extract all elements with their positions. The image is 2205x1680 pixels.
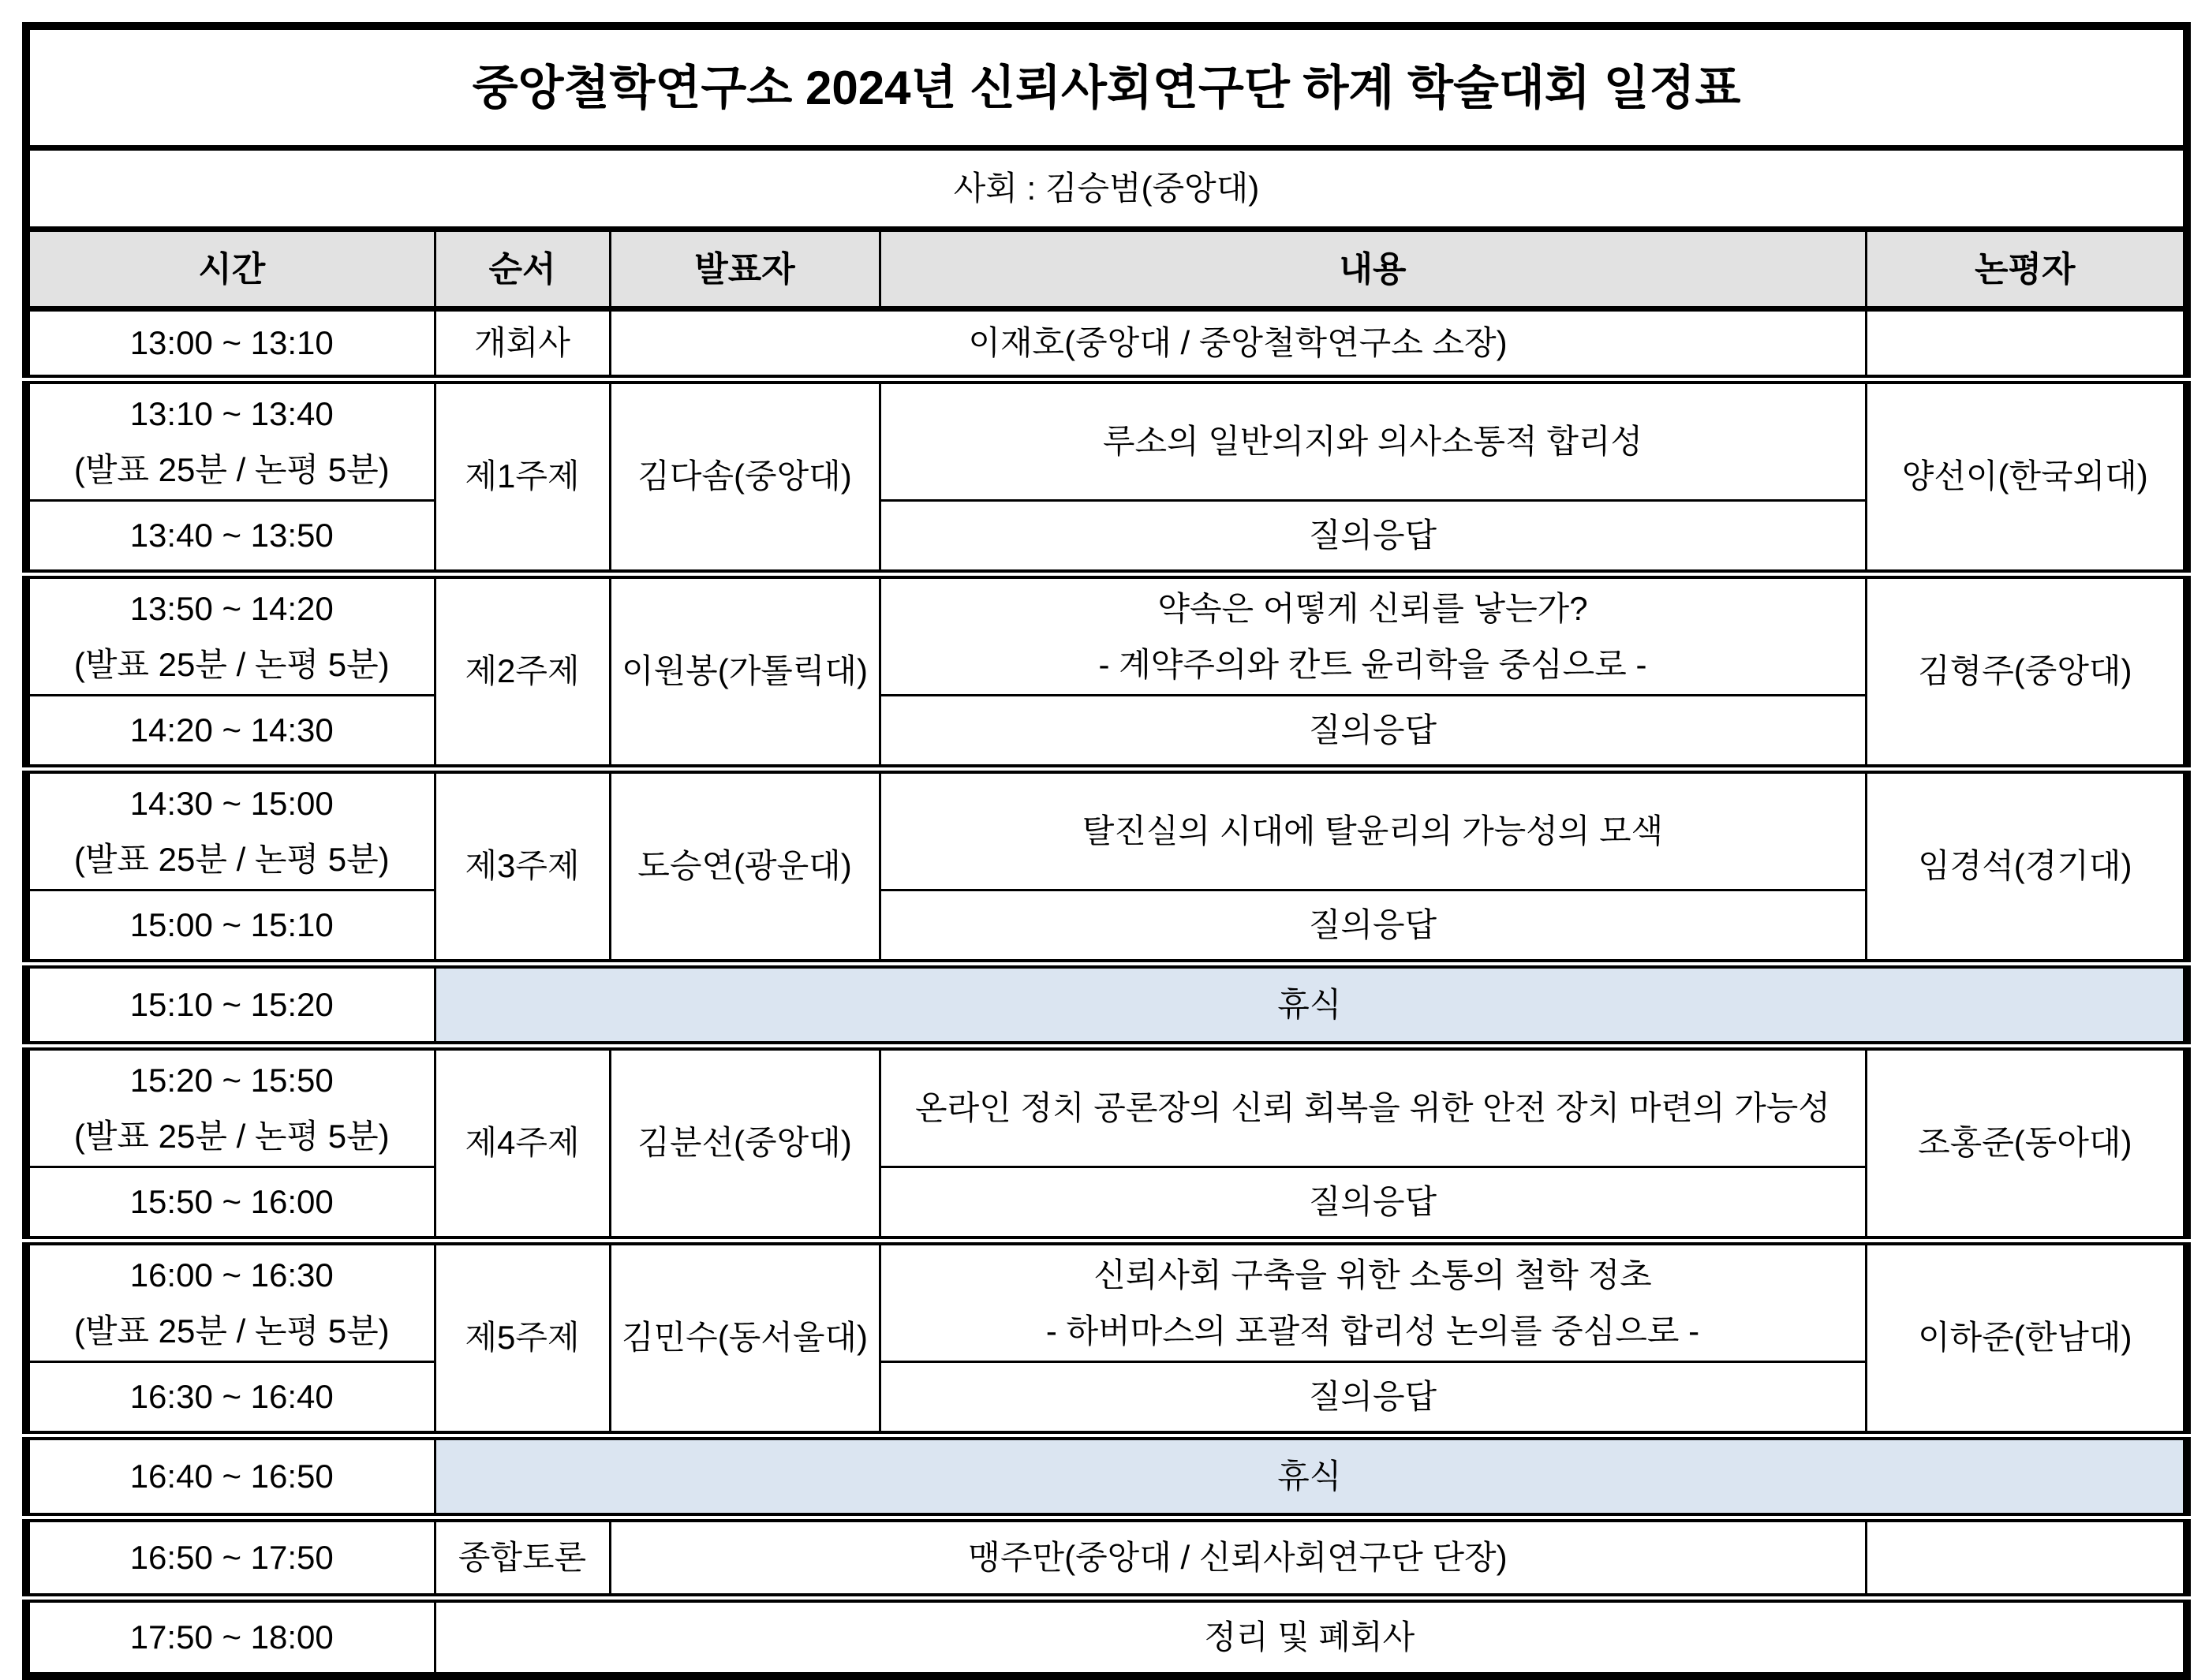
column-header-commenter: 논평자 — [1866, 230, 2187, 309]
content-cell: 맹주만(중앙대 / 신뢰사회연구단 단장) — [610, 1518, 1866, 1598]
column-header-content: 내용 — [880, 230, 1866, 309]
content-cell: 루소의 일반의지와 의사소통적 합리성 — [880, 379, 1866, 501]
content-line: - 계약주의와 칸트 윤리학을 중심으로 - — [1098, 646, 1647, 683]
opening-row — [26, 309, 2187, 380]
moderator-line: 사회 : 김승범(중앙대) — [26, 148, 2187, 230]
time-range: 14:30 ~ 15:00 — [129, 784, 334, 822]
time-cell — [26, 574, 435, 696]
page-title: 중앙철학연구소 2024년 신뢰사회연구단 하계 학술대회 일정표 — [26, 26, 2187, 148]
order-cell: 제3주제 — [435, 769, 610, 964]
qa-cell: 질의응답 — [880, 1167, 1866, 1241]
break-row — [26, 964, 2187, 1046]
session-presentation-row — [26, 379, 2187, 501]
time-range: 16:00 ~ 16:30 — [129, 1256, 334, 1294]
order-cell: 제1주제 — [435, 379, 610, 574]
content-cell: 온라인 정치 공론장의 신뢰 회복을 위한 안전 장치 마련의 가능성 — [880, 1046, 1866, 1167]
order-cell: 종합토론 — [435, 1518, 610, 1598]
order-cell: 개회사 — [435, 309, 610, 380]
content-line: - 하버마스의 포괄적 합리성 논의를 중심으로 - — [1045, 1312, 1700, 1350]
content-cell: 탈진실의 시대에 탈윤리의 가능성의 모색 — [880, 769, 1866, 890]
time-note: (발표 25분 / 논평 5분) — [73, 841, 390, 878]
content-cell: 이재호(중앙대 / 중앙철학연구소 소장) — [610, 309, 1866, 380]
commenter-cell: 김형주(중앙대) — [1866, 574, 2187, 769]
time-cell — [26, 1241, 435, 1362]
column-header-presenter: 발표자 — [610, 230, 880, 309]
break-cell: 휴식 — [435, 964, 2187, 1046]
commenter-cell-empty — [1866, 1518, 2187, 1598]
schedule-table — [22, 22, 2191, 1680]
qa-time-cell: 15:50 ~ 16:00 — [26, 1167, 435, 1241]
column-header-time: 시간 — [26, 230, 435, 309]
order-cell: 제5주제 — [435, 1241, 610, 1435]
session-qa-row — [26, 1362, 2187, 1436]
time-cell: 13:00 ~ 13:10 — [26, 309, 435, 380]
commenter-cell: 양선이(한국외대) — [1866, 379, 2187, 574]
qa-time-cell: 15:00 ~ 15:10 — [26, 890, 435, 965]
discussion-row — [26, 1518, 2187, 1598]
break-row — [26, 1435, 2187, 1518]
time-note: (발표 25분 / 논평 5분) — [73, 1118, 390, 1155]
session-qa-row — [26, 501, 2187, 575]
time-cell — [26, 379, 435, 501]
content-line: 신뢰사회 구축을 위한 소통의 철학 정초 — [1093, 1256, 1652, 1294]
qa-time-cell: 16:30 ~ 16:40 — [26, 1362, 435, 1436]
time-range: 13:50 ~ 14:20 — [129, 589, 334, 627]
time-range: 13:10 ~ 13:40 — [129, 394, 334, 432]
presenter-cell: 이원봉(가톨릭대) — [610, 574, 880, 769]
time-note: (발표 25분 / 논평 5분) — [73, 646, 390, 683]
session-qa-row — [26, 1167, 2187, 1241]
commenter-cell-empty — [1866, 309, 2187, 380]
time-cell — [26, 1046, 435, 1167]
commenter-cell: 임경석(경기대) — [1866, 769, 2187, 964]
qa-time-cell: 13:40 ~ 13:50 — [26, 501, 435, 575]
presenter-cell: 김민수(동서울대) — [610, 1241, 880, 1435]
session-presentation-row — [26, 769, 2187, 890]
time-cell: 17:50 ~ 18:00 — [26, 1598, 435, 1676]
qa-cell: 질의응답 — [880, 890, 1866, 965]
column-header-order: 순서 — [435, 230, 610, 309]
session-qa-row — [26, 696, 2187, 770]
qa-time-cell: 14:20 ~ 14:30 — [26, 696, 435, 770]
qa-cell: 질의응답 — [880, 1362, 1866, 1436]
order-cell: 제4주제 — [435, 1046, 610, 1241]
session-presentation-row — [26, 574, 2187, 696]
time-range: 15:20 ~ 15:50 — [129, 1061, 334, 1099]
schedule-sheet — [22, 22, 2183, 1680]
session-qa-row — [26, 890, 2187, 965]
closing-row — [26, 1598, 2187, 1676]
time-cell — [26, 769, 435, 890]
moderator-row — [26, 148, 2187, 230]
content-cell — [880, 574, 1866, 696]
content-line: 약속은 어떻게 신뢰를 낳는가? — [1157, 589, 1588, 627]
presenter-cell: 도승연(광운대) — [610, 769, 880, 964]
presenter-cell: 김분선(중앙대) — [610, 1046, 880, 1241]
commenter-cell: 이하준(한남대) — [1866, 1241, 2187, 1435]
commenter-cell: 조홍준(동아대) — [1866, 1046, 2187, 1241]
time-note: (발표 25분 / 논평 5분) — [73, 1312, 390, 1350]
presenter-cell: 김다솜(중앙대) — [610, 379, 880, 574]
session-presentation-row — [26, 1241, 2187, 1362]
qa-cell: 질의응답 — [880, 696, 1866, 770]
time-cell: 15:10 ~ 15:20 — [26, 964, 435, 1046]
title-row — [26, 26, 2187, 148]
header-row — [26, 230, 2187, 309]
qa-cell: 질의응답 — [880, 501, 1866, 575]
time-cell: 16:50 ~ 17:50 — [26, 1518, 435, 1598]
break-cell: 휴식 — [435, 1435, 2187, 1518]
content-cell: 정리 및 폐회사 — [435, 1598, 2187, 1676]
content-cell — [880, 1241, 1866, 1362]
order-cell: 제2주제 — [435, 574, 610, 769]
time-cell: 16:40 ~ 16:50 — [26, 1435, 435, 1518]
time-note: (발표 25분 / 논평 5분) — [73, 451, 390, 488]
session-presentation-row — [26, 1046, 2187, 1167]
